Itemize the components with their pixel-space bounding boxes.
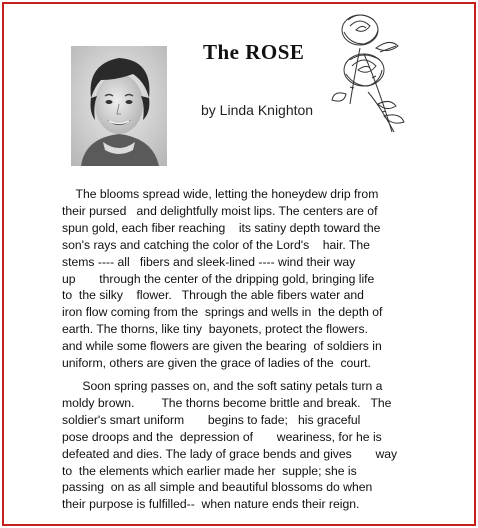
poem-paragraph-1: The blooms spread wide, letting the honeydew drip from their pursed and delightfully moist lips. The centers are of spun gold, each fiber reaching its satiny depth toward the son's rays and catching the color of the Lord's hair. The stems ---- all fibers and sleek-lined ---- wind their way up through the center of the dripping gold, bringing life to the silky flower. Through the able fibers water and iron flow coming from the springs and wells in the depth of earth. The thorns, like tiny bayonets, protect the flowers. and while some flowers are given the bearing of soldiers in uniform, others are given the grace of ladies of the court.	[62, 187, 383, 371]
portrait-photo-icon	[71, 46, 167, 166]
author-portrait	[71, 46, 167, 166]
rose-sketch-icon	[320, 8, 420, 140]
poem-paragraph-2: Soon spring passes on, and the soft satiny petals turn a moldy brown. The thorns become brittle and break. The soldier's smart uniform begins to fade; his graceful pose droops and the depression of weariness, for he is defeated and dies. The lady of grace bends and gives way to the elements which earlier made her supple; she is passing on as all simple and beautiful blossoms do when their purpose is fulfilled-- when nature ends their reign.	[62, 379, 398, 512]
poem-title: The ROSE	[203, 40, 305, 64]
author-byline: by Linda Knighton	[201, 102, 314, 118]
